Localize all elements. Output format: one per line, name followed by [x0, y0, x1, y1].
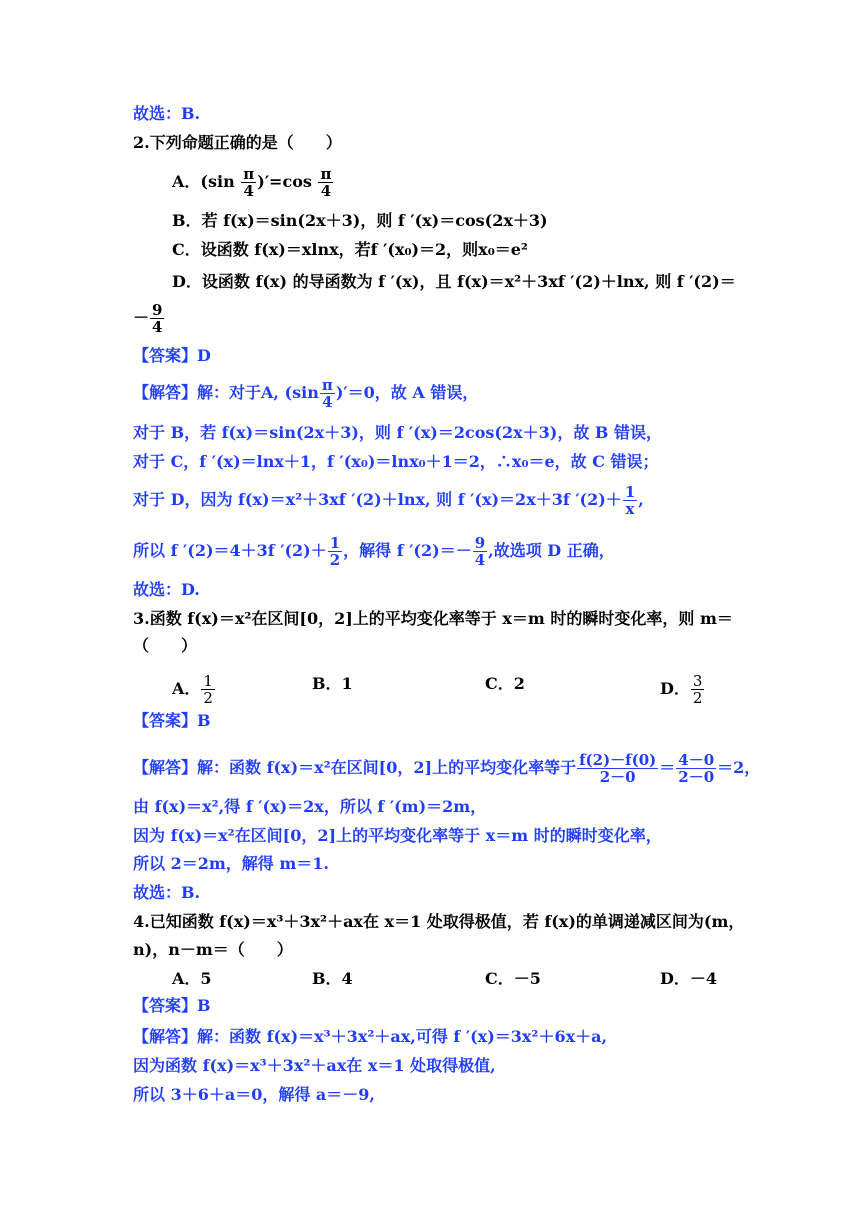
q4-stem-line-1: 4.已知函数 f(x)＝x³＋3x²＋ax在 x＝1 处取得极值，若 f(x)的单调递减区间为(m，	[133, 912, 745, 931]
q2-solution-line-2: 对于 B，若 f(x)＝sin(2x＋3)，则 f ′(x)＝2cos(2x＋3)，故 B 错误，	[133, 423, 662, 442]
q4-answer: 【答案】B	[133, 996, 211, 1015]
q2-answer: 【答案】D	[133, 346, 211, 365]
q3-stem-line-2: （ ）	[133, 636, 198, 655]
q3-final-choice: 故选：B.	[133, 883, 201, 902]
q4-solution-line-3: 所以 3＋6＋a＝0，解得 a＝－9,	[133, 1085, 375, 1104]
q2-option-d-value: － $\frac{9}{4}$	[133, 301, 163, 336]
q4-stem-line-2: n)，n－m＝（ ）	[133, 940, 293, 959]
q2-option-a: A．(sin $\frac{\pi}{4}$ )′=cos $\frac{\pi}{4}$	[172, 165, 332, 200]
q3-stem-line-1: 3.函数 f(x)＝x²在区间[0，2]上的平均变化率等于 x＝m 时的瞬时变化率，则 m＝	[133, 609, 733, 628]
q4-option-d: D．－4	[660, 969, 718, 988]
q2-option-d: D．设函数 f(x) 的导函数为 f ′(x)，且 f(x)＝x²＋3xf ′(2)＋lnx, 则 f ′(2)＝	[172, 272, 736, 291]
q2-solution-line-5: 所以 f ′(2)＝4＋3f ′(2)＋ $\frac{1}{2}$ ，解得 f ′(2)＝－ $\frac{9}{4}$ ,故选项 D 正确，	[133, 534, 615, 569]
q3-solution-line-4: 所以 2＝2m，解得 m＝1.	[133, 854, 329, 873]
q3-solution-line-2: 由 f(x)＝x²,得 f ′(x)＝2x，所以 f ′(m)＝2m，	[133, 797, 487, 816]
q4-option-b: B．4	[312, 969, 353, 988]
q3-option-d: D． $\frac{3}{2}$	[660, 672, 703, 707]
final-choice-q1: 故选：B.	[133, 104, 201, 123]
q2-solution-line-4: 对于 D，因为 f(x)＝x²＋3xf ′(2)＋lnx, 则 f ′(x)＝2x＋3f ′(2)＋ $\frac{1}{x}$ ,	[133, 483, 644, 518]
q2-option-b: B．若 f(x)＝sin(2x＋3)，则 f ′(x)＝cos(2x＋3)	[172, 211, 548, 230]
q2-option-c: C．设函数 f(x)＝xlnx，若f ′(x₀)＝2，则x₀＝e²	[172, 240, 528, 259]
q2-solution-line-1: 【解答】解：对于A, (sin $\frac{\pi}{4}$ )′＝0，故 A 错误，	[133, 376, 479, 411]
q3-solution-line-3: 因为 f(x)＝x²在区间[0，2]上的平均变化率等于 x＝m 时的瞬时变化率，	[133, 826, 662, 845]
q4-solution-line-2: 因为函数 f(x)＝x³＋3x²＋ax在 x＝1 处取得极值,	[133, 1056, 496, 1075]
q3-answer: 【答案】B	[133, 711, 211, 730]
q3-option-c: C．2	[485, 674, 525, 693]
q4-option-c: C．－5	[485, 969, 541, 988]
q2-solution-line-3: 对于 C，f ′(x)＝lnx＋1，f ′(x₀)＝lnx₀＋1＝2，∴x₀＝e，故 C 错误；	[133, 452, 659, 471]
q3-option-b: B．1	[312, 674, 353, 693]
q4-solution-line-1: 【解答】解：函数 f(x)＝x³＋3x²＋ax,可得 f ′(x)＝3x²＋6x＋a,	[133, 1027, 608, 1046]
q2-final-choice: 故选：D.	[133, 580, 200, 599]
q2-stem: 2.下列命题正确的是（ ）	[133, 133, 342, 152]
q3-option-a: A． $\frac{1}{2}$	[172, 672, 213, 707]
q3-solution-line-1: 【解答】解：函数 f(x)＝x²在区间[0，2]上的平均变化率等于 $\frac{f(2)-f(0)}{2-0}$ ＝ $\frac{4-0}{2-0}$ ＝2，	[133, 751, 761, 786]
q4-option-a: A．5	[172, 969, 212, 988]
